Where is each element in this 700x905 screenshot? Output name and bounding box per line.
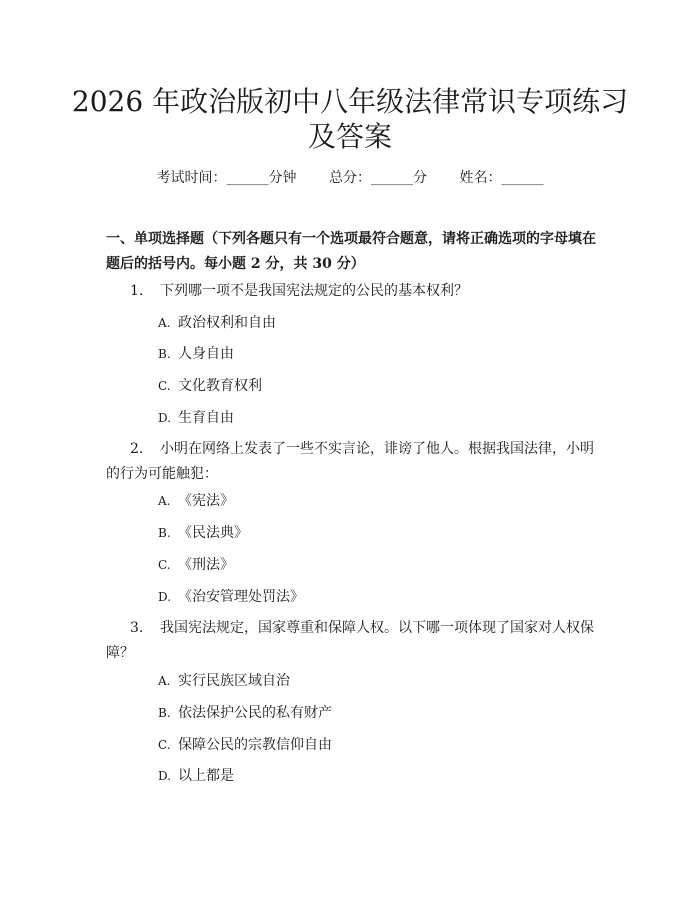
option-2b <box>158 523 248 543</box>
option-text: 依法保护公民的私有财产 <box>178 705 332 721</box>
option-letter: C. <box>158 738 171 752</box>
option-2d <box>158 587 304 607</box>
option-letter: B. <box>158 706 171 720</box>
exam-time-field: 考试时间：______分钟 <box>156 170 297 186</box>
question-text: 小明在网络上发表了一些不实言论，诽谤了他人。根据我国法律，小明的行为可能触犯： <box>106 441 594 482</box>
question-number: 3. <box>130 620 144 636</box>
option-1c <box>158 376 262 396</box>
option-text: 以上都是 <box>178 768 234 784</box>
option-1a <box>158 313 276 333</box>
option-letter: B. <box>158 526 171 540</box>
question-text: 下列哪一项不是我国宪法规定的公民的基本权利？ <box>160 283 468 299</box>
exam-info <box>0 168 700 188</box>
option-text: 人身自由 <box>178 346 234 362</box>
option-text: 《民法典》 <box>178 525 248 541</box>
question-3 <box>106 616 600 666</box>
option-2a <box>158 491 234 511</box>
section-heading: 一、单项选择题（下列各题只有一个选项最符合题意，请将正确选项的字母填在题后的括号内。每小题 2 分，共 30 分） <box>106 231 596 272</box>
option-letter: A. <box>158 674 171 688</box>
page-title: 2026 年政治版初中八年级法律常识专项练习 <box>71 85 629 118</box>
question-number: 1. <box>130 283 144 299</box>
option-text: 《宪法》 <box>178 493 234 509</box>
option-text: 保障公民的宗教信仰自由 <box>178 737 332 753</box>
option-letter: C. <box>158 379 171 393</box>
total-score-field: 总分：______分 <box>329 170 427 186</box>
option-letter: D. <box>158 590 172 604</box>
question-number: 2. <box>130 441 144 457</box>
student-name-field: 姓名：______ <box>459 170 544 186</box>
page-title-continued: 及答案 <box>307 120 392 153</box>
option-text: 文化教育权利 <box>178 378 262 394</box>
option-1b <box>158 344 234 364</box>
option-letter: D. <box>158 411 172 425</box>
question-1 <box>106 279 600 304</box>
option-text: 实行民族区域自治 <box>178 673 290 689</box>
question-text: 我国宪法规定，国家尊重和保障人权。以下哪一项体现了国家对人权保障？ <box>106 620 594 661</box>
option-2c <box>158 555 234 575</box>
option-text: 《治安管理处罚法》 <box>178 589 304 605</box>
option-1d <box>158 408 234 428</box>
option-3d <box>158 766 234 786</box>
option-letter: A. <box>158 316 171 330</box>
option-text: 《刑法》 <box>178 557 234 573</box>
option-text: 生育自由 <box>178 410 234 426</box>
option-3c <box>158 735 332 755</box>
option-letter: D. <box>158 769 172 783</box>
option-letter: C. <box>158 558 171 572</box>
option-3b <box>158 703 332 723</box>
option-3a <box>158 671 290 691</box>
option-letter: A. <box>158 494 171 508</box>
question-2 <box>106 437 600 487</box>
option-text: 政治权利和自由 <box>178 315 276 331</box>
option-letter: B. <box>158 347 171 361</box>
